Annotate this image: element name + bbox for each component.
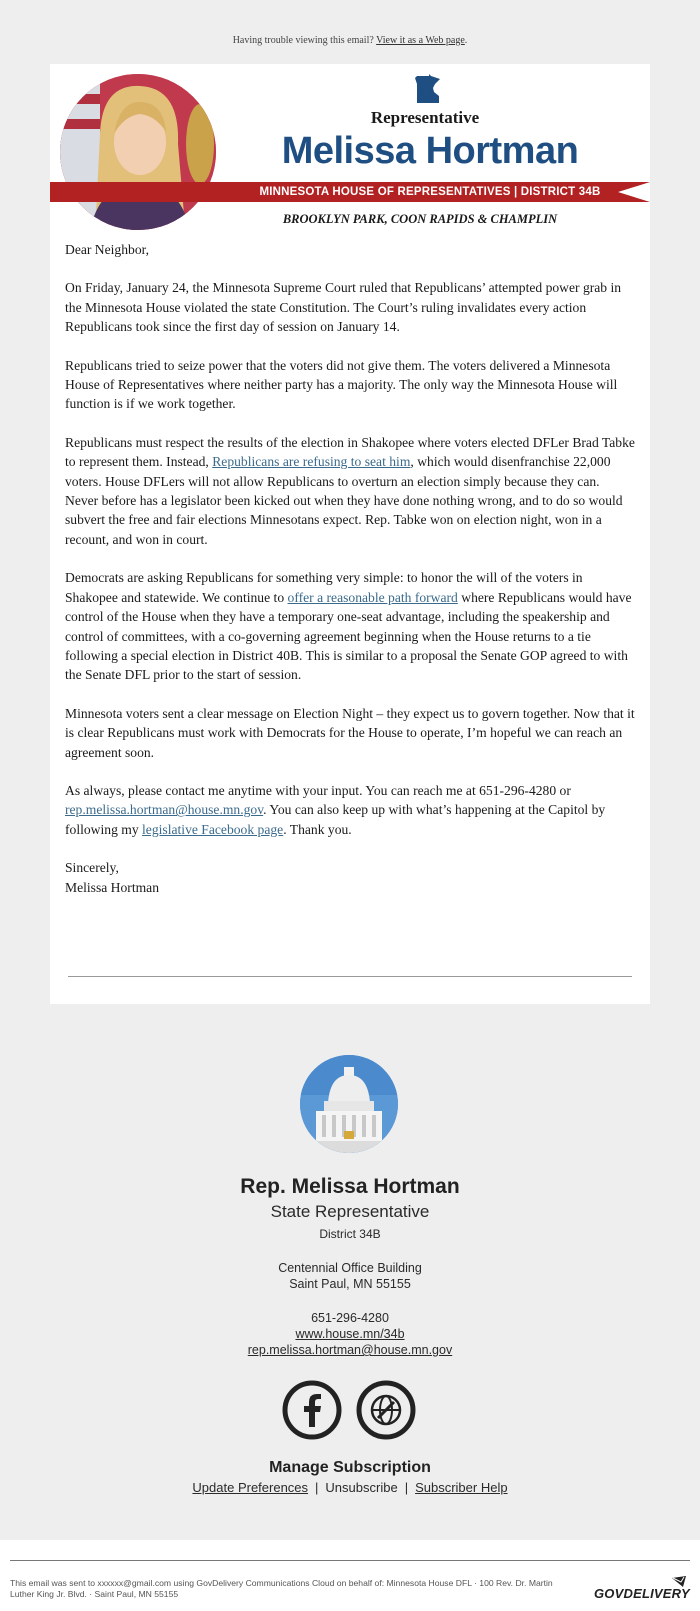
facebook-icon[interactable] — [282, 1380, 342, 1440]
website-globe-icon[interactable] — [356, 1380, 416, 1440]
minnesota-state-icon — [415, 74, 441, 104]
govdelivery-logo[interactable]: GOVDELIVERY — [594, 1586, 690, 1601]
paragraph-text: As always, please contact me anytime with your input. You can reach me at 651-296-4280 or — [65, 782, 571, 798]
separator: | — [315, 1480, 319, 1495]
social-icons — [0, 1380, 700, 1446]
disclaimer-text: This email was sent to xxxxxx@gmail.com using GovDelivery Communications Cloud on behalf of: Minnesota House DFL · 100 Rev. Dr. Martin Luther King Jr. Blvd. · Saint Paul, MN 55155 — [10, 1578, 553, 1599]
paragraph-text: Democrats are asking Republicans for something very simple: to honor the will of the voters in Shakopee and statewide. We continue to — [65, 570, 583, 605]
representative-photo — [60, 74, 216, 230]
web-view-text: Having trouble viewing this email? — [232, 35, 374, 46]
footer-title: State Representative — [270, 1202, 430, 1221]
letter-body — [65, 240, 635, 897]
paragraph-text: . Thank you. — [283, 821, 352, 837]
footer-district: District 34B — [319, 1227, 381, 1241]
divider — [68, 976, 632, 977]
bottom-bar — [0, 1540, 700, 1611]
web-view-suffix: . — [464, 35, 468, 46]
paragraph-text: where Republicans would have control of the House when they have a temporary one-seat advantage, including the speakership and control of committees, with a co-governing agreement beginning when the House returns to a tie following a special election in District 40B. This is similar to a proposal the Senate GOP agreed to with the Senate DFL prior to the start of session. — [65, 589, 632, 683]
letter-paragraph — [65, 781, 635, 839]
facebook-page-link[interactable]: legislative Facebook page — [142, 821, 284, 837]
path-forward-link[interactable]: offer a reasonable path forward — [287, 589, 458, 605]
office-address — [0, 1260, 700, 1292]
unsubscribe-link[interactable]: Unsubscribe — [325, 1480, 398, 1495]
letter-greeting: Dear Neighbor, — [65, 242, 150, 257]
cities-subtitle: BROOKLYN PARK, COON RAPIDS & CHAMPLIN — [282, 212, 558, 226]
letter-paragraph: Minnesota voters sent a clear message on Election Night – they expect us to govern together. Now that it is clear Republicans must work with Democrats for the House to operate, I’m hopeful we can reach an agreement soon. — [65, 705, 635, 760]
web-view-note — [0, 35, 700, 46]
letter-signature: Melissa Hortman — [65, 879, 160, 895]
letter-paragraph — [65, 568, 635, 684]
footer-name: Rep. Melissa Hortman — [240, 1175, 460, 1198]
manage-subscription-heading: Manage Subscription — [269, 1459, 431, 1476]
paragraph-text: , which would disenfranchise 22,000 voters. House DFLers will not allow Republicans to overturn an election simply because they can. Never before has a legislator been kicked out when they have done nothing wrong, and to do so would subvert the free and fair elections Minnesotans expect. Rep. Tabke won on election night, won in a recount, and won in court. — [65, 454, 623, 547]
letter-paragraph — [65, 433, 635, 549]
representative-label: Representative — [370, 108, 480, 127]
email-link[interactable]: rep.melissa.hortman@house.mn.gov — [65, 802, 264, 818]
paragraph-text: Republicans must respect the results of the election in Shakopee where voters elected DFLer Brad Tabke to represent them. Instead, — [65, 434, 635, 470]
contact-info — [0, 1310, 700, 1358]
website-link[interactable]: www.house.mn/34b — [295, 1327, 405, 1341]
bottom-divider — [10, 1560, 690, 1561]
paragraph-text: . You can also keep up with what’s happening at the Capitol by following my — [65, 802, 606, 837]
representative-name: Melissa Hortman — [281, 130, 579, 172]
letter-paragraph: On Friday, January 24, the Minnesota Supreme Court ruled that Republicans’ attempted power grab in the Minnesota House violated the state Constitution. The Court’s ruling invalidates every action Republicans took since the first day of session on January 14. — [65, 280, 622, 335]
web-view-link[interactable]: View it as a Web page — [376, 35, 465, 46]
footer-phone: 651-296-4280 — [311, 1311, 389, 1325]
letter-closing: Sincerely, — [65, 860, 119, 876]
office-line-2: Saint Paul, MN 55155 — [289, 1277, 411, 1291]
office-line-1: Centennial Office Building — [278, 1261, 422, 1275]
letter-paragraph: Republicans tried to seize power that the voters did not give them. The voters delivered a Minnesota House of Representatives where neither party has a majority. The only way the Minnesota House will function is if we work together. — [65, 357, 618, 412]
footer-email-link[interactable]: rep.melissa.hortman@house.mn.gov — [247, 1343, 453, 1357]
capitol-building-image — [300, 1055, 398, 1153]
banner-text: MINNESOTA HOUSE OF REPRESENTATIVES | DISTRICT 34B — [259, 186, 601, 198]
subscriber-help-link[interactable]: Subscriber Help — [415, 1480, 508, 1495]
subscription-links — [0, 1480, 700, 1495]
refusing-seat-link[interactable]: Republicans are refusing to seat him — [212, 454, 411, 470]
update-preferences-link[interactable]: Update Preferences — [192, 1480, 309, 1495]
separator: | — [404, 1480, 409, 1495]
newsletter-card — [50, 64, 650, 1004]
